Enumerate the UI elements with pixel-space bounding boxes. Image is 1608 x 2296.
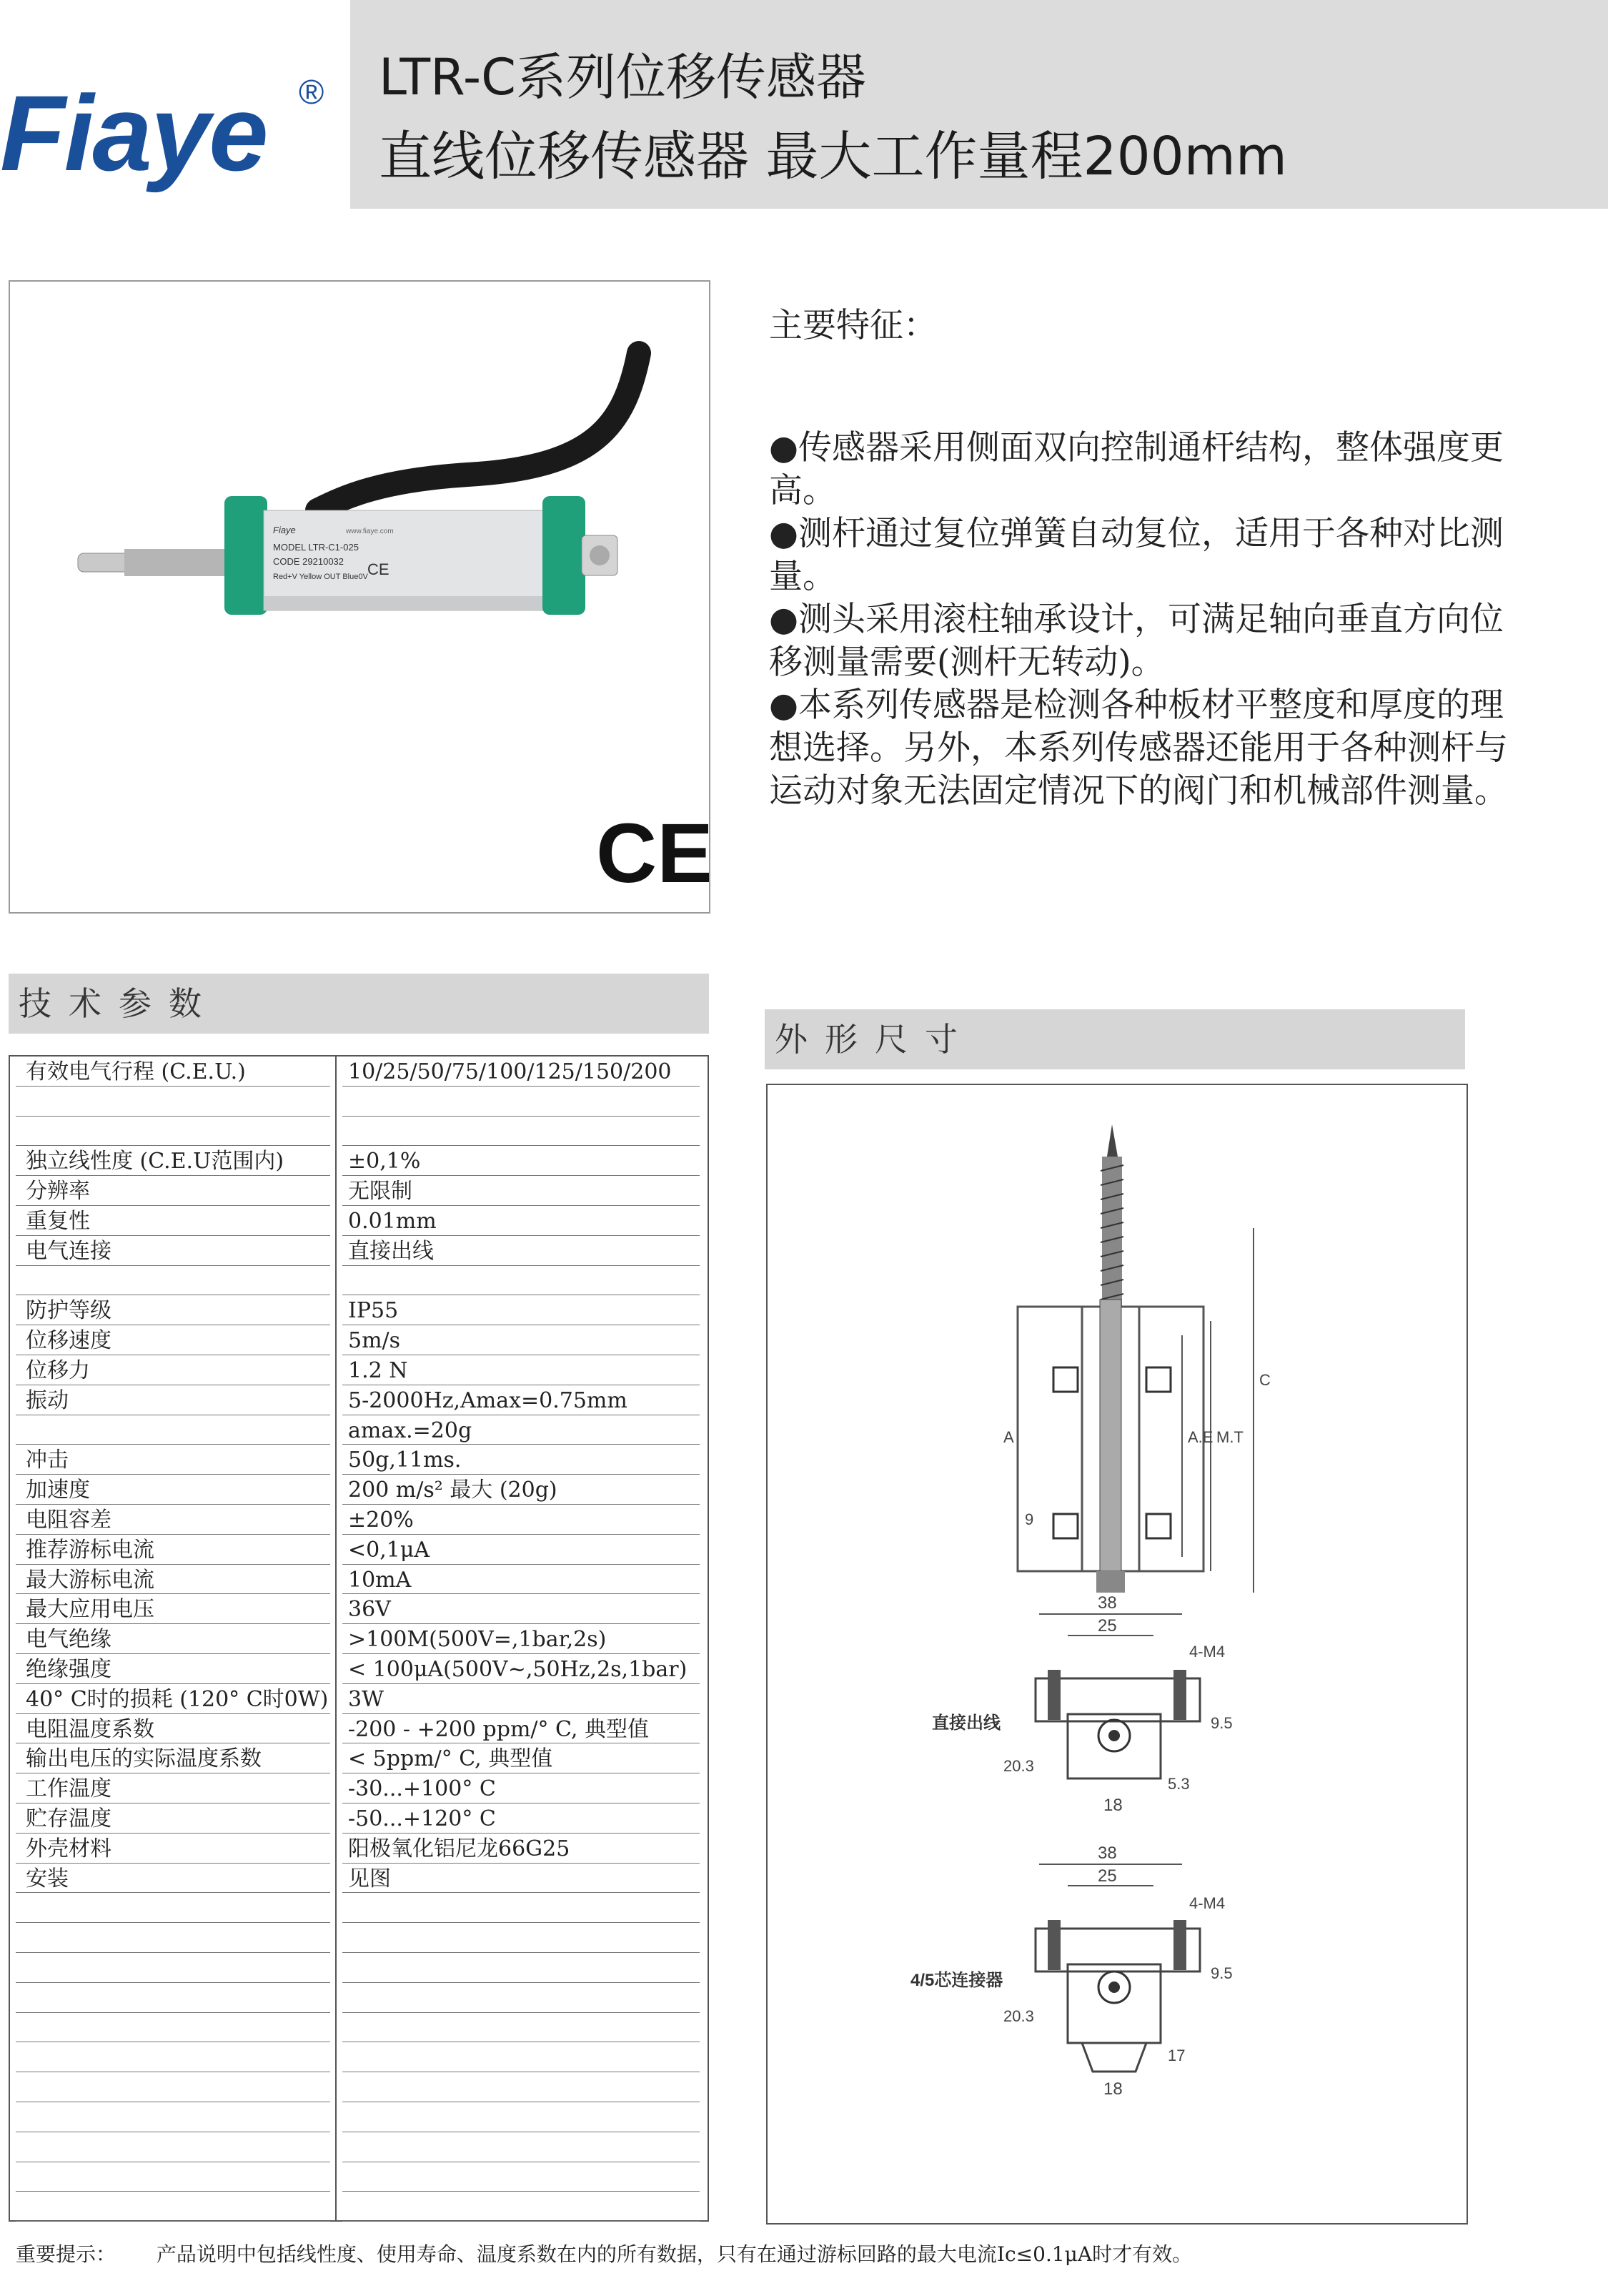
spec-row	[10, 2072, 708, 2102]
page-title: LTR-C系列位移传感器	[379, 48, 867, 107]
spec-row	[10, 1236, 708, 1266]
spec-value	[342, 1923, 700, 1953]
spec-row	[10, 1893, 708, 1923]
end-view-connector	[910, 1844, 1233, 2099]
spec-row	[10, 2192, 708, 2222]
feature-item: ●传感器采用侧面双向控制通杆结构，整体强度更高。	[769, 428, 1504, 510]
spec-label	[16, 1087, 330, 1117]
spec-row	[10, 2102, 708, 2132]
spec-label: 工作温度	[16, 1773, 330, 1803]
spec-row	[10, 1325, 708, 1355]
spec-label	[16, 2042, 330, 2072]
spec-row	[10, 1714, 708, 1744]
spec-row	[10, 1923, 708, 1953]
feature-item: ●测头采用滚柱轴承设计，可满足轴向垂直方向位移测量需要(测杆无转动)。	[769, 600, 1504, 682]
spec-row	[10, 1295, 708, 1325]
dim-label-mt: M.T	[1216, 1428, 1244, 1446]
spec-row	[10, 1505, 708, 1535]
spec-row	[10, 1415, 708, 1445]
mount-hole-shape	[1146, 1514, 1171, 1538]
features-title: 主要特征：	[769, 306, 937, 345]
spec-value	[342, 1117, 700, 1147]
feature-item: ●测杆通过复位弹簧自动复位，适用于各种对比测量。	[769, 514, 1504, 596]
spec-label: 独立线性度 (C.E.U范围内)	[16, 1146, 330, 1176]
spec-row	[10, 1146, 708, 1176]
dim-9-5: 9.5	[1211, 1714, 1233, 1732]
spec-row	[10, 1654, 708, 1684]
spec-value: 1.2 N	[342, 1355, 700, 1385]
spec-label	[16, 1893, 330, 1923]
spec-value: IP55	[342, 1295, 700, 1325]
spec-value: 3W	[342, 1684, 700, 1714]
dim-label-a: A	[1003, 1428, 1014, 1446]
spec-row	[10, 1953, 708, 1983]
feature-item: ●本系列传感器是检测各种板材平整度和厚度的理想选择。另外，本系列传感器还能用于各种测杆与运动对象无法固定情况下的阀门和机械部件测量。	[769, 686, 1508, 811]
spec-row	[10, 1624, 708, 1654]
spec-label: 最大应用电压	[16, 1594, 330, 1624]
spec-value	[342, 2162, 700, 2192]
spec-label	[16, 1266, 330, 1296]
spec-value: -200 - +200 ppm/° C, 典型值	[342, 1714, 700, 1744]
photo-small-ce: CE	[367, 560, 389, 578]
photo-label-brand: Fiaye	[273, 525, 296, 535]
spec-label	[16, 2013, 330, 2043]
spec-value	[342, 1087, 700, 1117]
mount-hole-shape	[1146, 1367, 1171, 1392]
registered-mark: ®	[299, 74, 324, 112]
dim-38: 38	[1098, 1844, 1117, 1863]
spec-label: 贮存温度	[16, 1803, 330, 1834]
header-band	[350, 0, 1608, 209]
spec-row	[10, 1206, 708, 1236]
spec-value: -30...+100° C	[342, 1773, 700, 1803]
spec-row	[10, 1803, 708, 1834]
spec-label: 电阻温度系数	[16, 1714, 330, 1744]
spec-value: 无限制	[342, 1176, 700, 1206]
spec-value: 50g,11ms.	[342, 1445, 700, 1475]
spec-label: 绝缘强度	[16, 1654, 330, 1684]
spec-label: 40° C时的损耗 (120° C时0W)	[16, 1684, 330, 1714]
product-photo	[9, 280, 710, 914]
spec-value: >100M(500V=,1bar,2s)	[342, 1624, 700, 1654]
spec-value	[342, 2072, 700, 2102]
dim-25: 25	[1098, 1866, 1117, 1886]
mount-hole-shape	[1053, 1367, 1078, 1392]
spec-label: 振动	[16, 1385, 330, 1415]
spec-row	[10, 1445, 708, 1475]
spec-row	[10, 1385, 708, 1415]
dim-18: 18	[1103, 1796, 1123, 1815]
dim-20-3: 20.3	[1003, 1757, 1034, 1775]
spec-section-header: 技术参数	[9, 974, 709, 1034]
rod-sleeve-shape	[124, 549, 232, 576]
spec-row	[10, 1834, 708, 1864]
dim-17: 17	[1168, 2047, 1186, 2064]
view-label-direct-cable: 直接出线	[932, 1713, 1001, 1733]
spec-value: 直接出线	[342, 1236, 700, 1266]
view-label-connector: 4/5芯连接器	[910, 1971, 1003, 1990]
spec-row	[10, 1475, 708, 1505]
dim-m4: 4-M4	[1189, 1894, 1226, 1912]
spec-value: -50...+120° C	[342, 1803, 700, 1834]
spec-row	[10, 1057, 708, 1087]
photo-label-code: CODE 29210032	[273, 556, 344, 567]
spec-row	[10, 1355, 708, 1385]
spec-value: 10/25/50/75/100/125/150/200	[342, 1057, 700, 1087]
connector-nut-shape	[590, 545, 610, 565]
brand-logo	[0, 57, 336, 193]
probe-tip-shape	[1107, 1124, 1118, 1157]
spec-row	[10, 1773, 708, 1803]
spec-label	[16, 1983, 330, 2013]
dim-20-3: 20.3	[1003, 2007, 1034, 2025]
spec-label	[16, 2132, 330, 2162]
mount-hole-shape	[1053, 1514, 1078, 1538]
photo-label-wiring: Red+V Yellow OUT Blue0V	[273, 573, 368, 581]
photo-label-url: www.fiaye.com	[346, 528, 394, 535]
dim-18: 18	[1103, 2079, 1123, 2099]
dimension-section-header: 外形尺寸	[765, 1009, 1465, 1069]
spec-value: ±0,1%	[342, 1146, 700, 1176]
spec-row	[10, 2042, 708, 2072]
spec-value: 10mA	[342, 1565, 700, 1595]
spec-value: amax.=20g	[342, 1415, 700, 1445]
spec-value: 5-2000Hz,Amax=0.75mm	[342, 1385, 700, 1415]
spec-row	[10, 2132, 708, 2162]
spec-label	[16, 2072, 330, 2102]
spec-label: 电气绝缘	[16, 1624, 330, 1654]
spec-label: 外壳材料	[16, 1834, 330, 1864]
spec-label: 推荐游标电流	[16, 1535, 330, 1565]
left-cap-shape	[224, 496, 267, 615]
right-cap-shape	[542, 496, 585, 615]
spec-row	[10, 1266, 708, 1296]
spec-value	[342, 1893, 700, 1923]
spec-value: <0,1μA	[342, 1535, 700, 1565]
spec-row	[10, 1565, 708, 1595]
spec-row	[10, 1684, 708, 1714]
spec-value: 36V	[342, 1594, 700, 1624]
spec-row	[10, 2162, 708, 2192]
spec-value	[342, 1266, 700, 1296]
spec-value	[342, 1953, 700, 1983]
spec-label: 电阻容差	[16, 1505, 330, 1535]
spec-label: 冲击	[16, 1445, 330, 1475]
spec-row	[10, 1535, 708, 1565]
dim-5-3: 5.3	[1168, 1775, 1190, 1793]
dimension-svg	[768, 1085, 1466, 2223]
spec-value	[342, 2102, 700, 2132]
spec-row	[10, 2013, 708, 2043]
spec-label: 位移力	[16, 1355, 330, 1385]
cable-exit-shape	[1096, 1571, 1125, 1593]
spec-value	[342, 2042, 700, 2072]
spec-value: 阳极氧化铝尼龙66G25	[342, 1834, 700, 1864]
end-view-direct-cable	[932, 1593, 1233, 1815]
spec-row	[10, 1117, 708, 1147]
housing-shadow-shape	[264, 596, 550, 610]
spec-value: 0.01mm	[342, 1206, 700, 1236]
photo-label-model: MODEL LTR-C1-025	[273, 542, 359, 553]
dim-label-c: C	[1259, 1371, 1271, 1389]
dim-m4: 4-M4	[1189, 1643, 1226, 1661]
features-section	[769, 299, 1527, 813]
spec-value: < 5ppm/° C, 典型值	[342, 1743, 700, 1773]
footnote-text: 产品说明中包括线性度、使用寿命、温度系数在内的所有数据，只有在通过游标回路的最大电流Ic≤0.1μA时才有效。	[156, 2242, 1193, 2266]
dimension-drawing	[766, 1084, 1468, 2225]
spec-value	[342, 1983, 700, 2013]
spec-label	[16, 2102, 330, 2132]
dim-38: 38	[1098, 1593, 1117, 1613]
spec-row	[10, 1864, 708, 1894]
footnote-label: 重要提示：	[16, 2242, 116, 2266]
spec-label: 重复性	[16, 1206, 330, 1236]
rod-center-shape	[1100, 1300, 1121, 1571]
spec-label: 防护等级	[16, 1295, 330, 1325]
spec-label	[16, 2162, 330, 2192]
spec-row	[10, 1594, 708, 1624]
spec-label	[16, 1953, 330, 1983]
page-subtitle: 直线位移传感器 最大工作量程200mm	[379, 126, 1287, 187]
spec-label: 最大游标电流	[16, 1565, 330, 1595]
spec-label: 电气连接	[16, 1236, 330, 1266]
dim-label-9: 9	[1025, 1510, 1034, 1528]
spec-value	[342, 2132, 700, 2162]
spec-row	[10, 1743, 708, 1773]
sensor-illustration	[10, 282, 709, 912]
dim-label-ae: A.E	[1188, 1428, 1214, 1446]
spec-value	[342, 2013, 700, 2043]
spec-row	[10, 1983, 708, 2013]
spec-value	[342, 2192, 700, 2222]
spec-label	[16, 1117, 330, 1147]
brand-wordmark: Fiaye	[0, 73, 267, 193]
spec-label: 输出电压的实际温度系数	[16, 1743, 330, 1773]
cable-shape	[317, 353, 639, 510]
spec-label: 加速度	[16, 1475, 330, 1505]
spec-value: 见图	[342, 1864, 700, 1894]
spec-table	[9, 1055, 709, 2222]
spec-row	[10, 1176, 708, 1206]
spec-label: 有效电气行程 (C.E.U.)	[16, 1057, 330, 1087]
spec-value: ±20%	[342, 1505, 700, 1535]
spec-row	[10, 1087, 708, 1117]
spec-value: 200 m/s² 最大 (20g)	[342, 1475, 700, 1505]
footnote	[16, 2239, 1588, 2267]
dim-9-5: 9.5	[1211, 1964, 1233, 1982]
spec-label: 位移速度	[16, 1325, 330, 1355]
spec-value: < 100μA(500V~,50Hz,2s,1bar)	[342, 1654, 700, 1684]
spec-label: 安装	[16, 1864, 330, 1894]
spec-label	[16, 2192, 330, 2222]
spec-value: 5m/s	[342, 1325, 700, 1355]
ce-mark: CE	[596, 806, 709, 901]
spec-label: 分辨率	[16, 1176, 330, 1206]
features-list	[769, 427, 1527, 813]
spec-label	[16, 1415, 330, 1445]
dim-25: 25	[1098, 1616, 1117, 1636]
spec-label	[16, 1923, 330, 1953]
